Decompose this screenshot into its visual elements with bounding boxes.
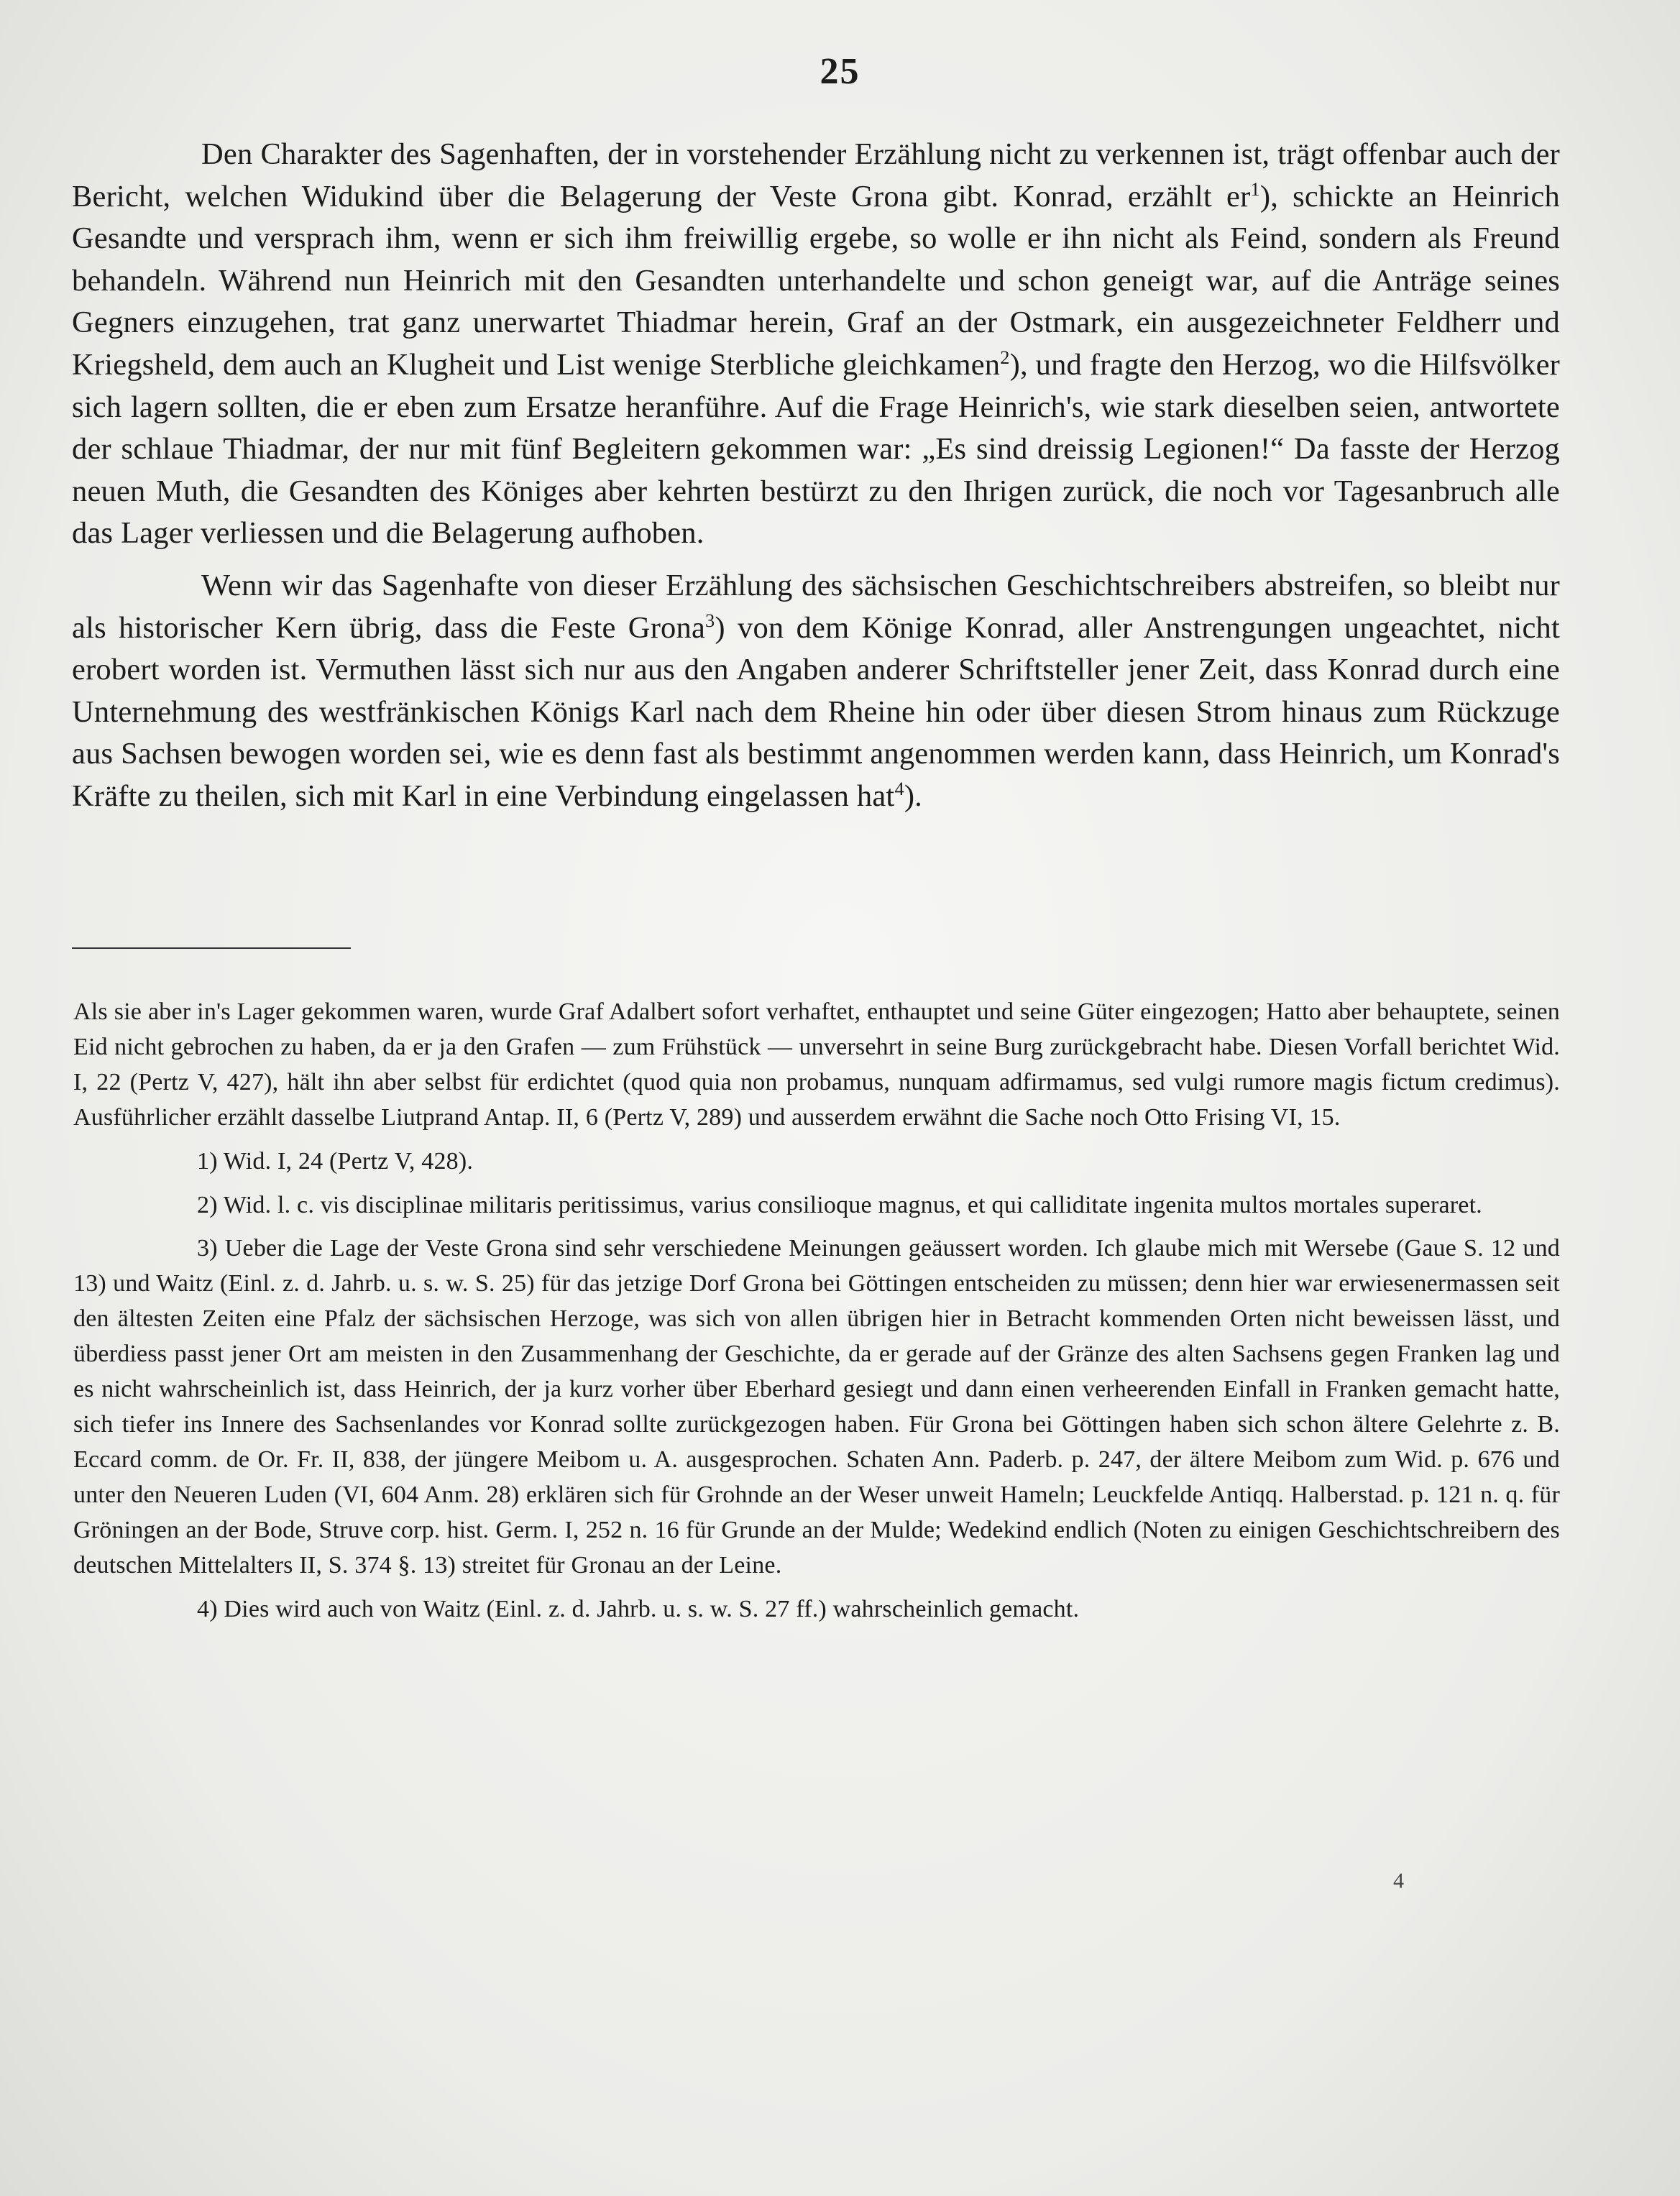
- footnote-separator: [72, 947, 351, 949]
- footnote-2: 2) Wid. l. c. vis disciplinae militaris peritissimus, varius consilioque magnus, et qui calliditate ingenita multos mortales superaret.: [197, 1191, 1482, 1218]
- paragraph-text: Wenn wir das Sagenhafte von dieser Erzählung des sächsischen Geschichtschreibers abstreifen, so bleibt nur als historischer Kern übrig, dass die Feste Grona: [72, 568, 1560, 645]
- page-number: 25: [820, 51, 860, 92]
- paragraph-text: ), schickte an Heinrich Gesandte und versprach ihm, wenn er sich ihm freiwillig ergebe, so wolle er ihn nicht als Feind, sondern als Freund behandeln. Während nun Heinrich mit den Gesandten unterhandelte und schon geneigt war, auf die Anträge seines Gegners einzugehen, trat ganz unerwartet Thiadmar herein, Graf an der Ostmark, ein ausgezeichneter Feldherr und Kriegsheld, dem auch an Klugheit und List wenige Sterbliche gleichkamen: [72, 179, 1560, 382]
- paragraph-text: ), und fragte den Herzog, wo die Hilfsvölker sich lagern sollten, die er eben zum Ersatze heranführe. Auf die Frage Heinrich's, wie stark dieselben seien, antwortete der schlaue Thiadmar, der nur mit fünf Begleitern gekommen war: „Es sind dreissig Legionen!“ Da fasste der Herzog neuen Muth, die Gesandten des Königes aber kehrten bestürzt zu den Ihrigen zurück, die noch vor Tagesanbruch alle das Lager verliessen und die Belagerung aufhoben.: [72, 347, 1560, 551]
- footnote-1: 1) Wid. I, 24 (Pertz V, 428).: [197, 1147, 474, 1175]
- footnote-ref: 1: [1250, 178, 1260, 200]
- footnotes: [73, 995, 1560, 1627]
- paragraph-text: Den Charakter des Sagenhaften, der in vorstehender Erzählung nicht zu verkennen ist, trägt offenbar auch der Bericht, welchen Widukind über die Belagerung der Veste Grona gibt. Konrad, erzählt er: [72, 137, 1560, 213]
- footnote-ref: 3: [705, 610, 715, 631]
- paragraph: [72, 565, 1560, 818]
- footnote-ref: 2: [1000, 346, 1010, 368]
- footnote-ref: 4: [894, 778, 904, 799]
- footnote-3: 3) Ueber die Lage der Veste Grona sind sehr verschiedene Meinungen geäussert worden. Ich glaube mich mit Wersebe (Gaue S. 12 und 13) und Waitz (Einl. z. d. Jahrb. u. s. w. S. 25) für das jetzige Dorf Grona bei Göttingen entscheiden zu müssen; denn hier war erwiesenermassen seit den ältesten Zeiten eine Pfalz der sächsischen Herzoge, was sich von allen übrigen hier in Betracht kommenden Orten nicht beweissen lässt, und überdiess passt jener Ort am meisten in den Zusammenhang der Geschichte, da er gerade auf der Gränze des alten Sachsens gegen Franken lag und es nicht wahrscheinlich ist, dass Heinrich, der ja kurz vorher über Eberhard gesiegt und dann einen verheerenden Einfall in Franken gemacht hatte, sich tiefer ins Innere des Sachsenlandes vor Konrad sollte zurückgezogen haben. Für Grona bei Göttingen haben sich schon ältere Gelehrte z. B. Eccard comm. de Or. Fr. II, 838, der jüngere Meibom u. A. ausgesprochen. Schaten Ann. Paderb. p. 247, der ältere Meibom zum Wid. p. 676 und unter den Neueren Luden (VI, 604 Anm. 28) erklären sich für Grohnde an der Weser unweit Hameln; Leuckfelde Antiqq. Halberstad. p. 121 n. q. für Gröningen an der Bode, Struve corp. hist. Germ. I, 252 n. 16 für Grunde an der Mulde; Wedekind endlich (Noten zu einigen Geschichtschreibern des deutschen Mittelalters II, S. 374 §. 13) streitet für Gronau an der Leine.: [73, 1235, 1560, 1579]
- footnote-4: 4) Dies wird auch von Waitz (Einl. z. d. Jahrb. u. s. w. S. 27 ff.) wahrscheinlich gemacht.: [197, 1595, 1080, 1622]
- footnote-continuation: Als sie aber in's Lager gekommen waren, wurde Graf Adalbert sofort verhaftet, enthauptet und seine Güter eingezogen; Hatto aber behauptete, seinen Eid nicht gebrochen zu haben, da er ja den Grafen — zum Frühstück — unversehrt in seine Burg zurückgebracht habe. Diesen Vorfall berichtet Wid. I, 22 (Pertz V, 427), hält ihn aber selbst für erdichtet (quod quia non probamus, nunquam adfirmamus, sed vulgi rumore magis fictum credimus). Ausführlicher erzählt dasselbe Liutprand Antap. II, 6 (Pertz V, 289) und ausserdem erwähnt die Sache noch Otto Frising VI, 15.: [73, 998, 1560, 1131]
- main-text: [72, 134, 1560, 818]
- paragraph-text: ).: [904, 778, 922, 813]
- signature-mark: 4: [1393, 1869, 1404, 1893]
- paragraph-text: ) von dem Könige Konrad, aller Anstrengungen ungeachtet, nicht erobert worden ist. Vermuthen lässt sich nur aus den Angaben anderer Schriftsteller jener Zeit, dass Konrad durch eine Unternehmung des westfränkischen Königs Karl nach dem Rheine hin oder über diesen Strom hinaus zum Rückzuge aus Sachsen bewogen worden sei, wie es denn fast als bestimmt angenommen werden kann, dass Heinrich, um Konrad's Kräfte zu theilen, sich mit Karl in eine Verbindung eingelassen hat: [72, 610, 1560, 813]
- paragraph: [72, 134, 1560, 555]
